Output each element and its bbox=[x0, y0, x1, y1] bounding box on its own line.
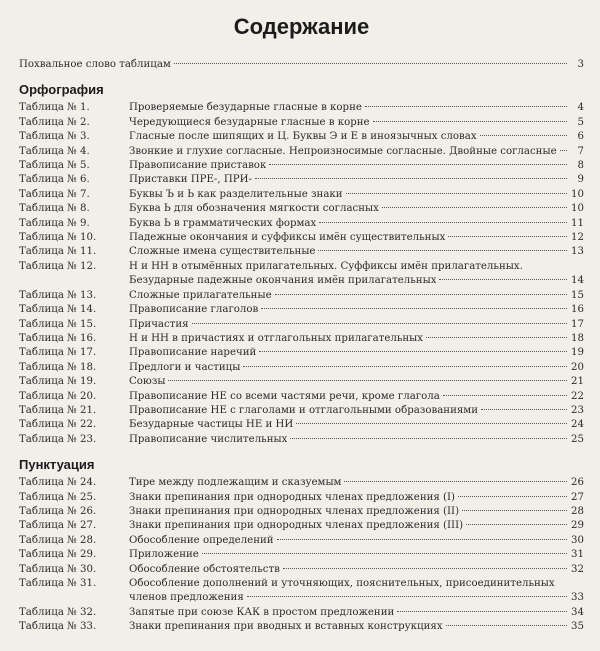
section-heading: Пунктуация bbox=[19, 457, 95, 473]
entry-number: Таблица № 10. bbox=[19, 232, 97, 244]
dot-leader bbox=[373, 121, 567, 122]
dot-leader bbox=[247, 596, 567, 597]
entry-page: 32 bbox=[571, 563, 584, 575]
entry-text: Буквы Ъ и Ь как разделительные знаки bbox=[129, 188, 343, 200]
entry-page: 14 bbox=[571, 275, 584, 287]
entry-number: Таблица № 31. bbox=[19, 578, 97, 589]
entry-text: Обособление обстоятельств bbox=[129, 563, 280, 575]
entry-text: Причастия bbox=[129, 318, 189, 330]
toc-entry[interactable] bbox=[19, 173, 584, 187]
entry-text: Правописание НЕ со всеми частями речи, кроме глагола bbox=[129, 390, 440, 402]
toc-entry[interactable] bbox=[19, 303, 584, 317]
toc-entry[interactable] bbox=[19, 534, 584, 548]
dot-leader bbox=[344, 481, 567, 482]
entry-page: 22 bbox=[571, 390, 584, 402]
entry-number: Таблица № 28. bbox=[19, 534, 97, 546]
entry-text: Правописание глаголов bbox=[129, 304, 259, 316]
toc-entry[interactable] bbox=[19, 116, 584, 130]
entry-page: 19 bbox=[571, 347, 584, 359]
entry-text: Падежные окончания и суффиксы имён существительных bbox=[129, 232, 446, 244]
entry-page: 10 bbox=[571, 188, 584, 200]
entry-text: Приставки ПРЕ-, ПРИ- bbox=[129, 174, 252, 186]
entry-text: Обособление дополнений и уточняющих, пояснительных, присоединительных bbox=[129, 578, 555, 589]
dot-leader bbox=[443, 395, 567, 396]
entry-text: Предлоги и частицы bbox=[129, 361, 241, 373]
entry-page: 30 bbox=[571, 534, 584, 546]
entry-page: 33 bbox=[571, 592, 584, 604]
toc-entry[interactable] bbox=[19, 145, 584, 159]
toc-entry[interactable] bbox=[19, 418, 584, 432]
dot-leader bbox=[439, 279, 567, 280]
toc-entry[interactable] bbox=[19, 101, 584, 115]
entry-text: Безударные частицы НЕ и НИ bbox=[129, 419, 294, 431]
entry-page: 35 bbox=[571, 621, 584, 633]
dot-leader bbox=[466, 524, 567, 525]
toc-entry[interactable] bbox=[19, 620, 584, 634]
entry-number: Таблица № 9. bbox=[19, 217, 90, 229]
toc-entry[interactable] bbox=[19, 260, 584, 274]
entry-number: Таблица № 20. bbox=[19, 390, 97, 402]
entry-text: Обособление определений bbox=[129, 534, 274, 546]
entry-text: Знаки препинания при однородных членах предложения (III) bbox=[129, 520, 464, 532]
entry-text: Правописание числительных bbox=[129, 433, 288, 445]
toc-entry[interactable] bbox=[19, 202, 584, 216]
dot-leader bbox=[481, 409, 567, 410]
entry-number: Таблица № 25. bbox=[19, 491, 97, 503]
toc-entry[interactable] bbox=[19, 245, 584, 259]
entry-page: 29 bbox=[571, 520, 584, 532]
entry-page: 4 bbox=[577, 102, 584, 114]
entry-page: 25 bbox=[571, 433, 584, 445]
entry-page: 12 bbox=[571, 232, 584, 244]
entry-text: Тире между подлежащим и сказуемым bbox=[129, 477, 342, 489]
entry-number: Таблица № 32. bbox=[19, 606, 97, 618]
entry-text: Знаки препинания при вводных и вставных конструкциях bbox=[129, 621, 443, 633]
entry-text: Буква Ь для обозначения мягкости согласных bbox=[129, 203, 379, 215]
entry-number: Таблица № 27. bbox=[19, 520, 97, 532]
entry-text: Правописание наречий bbox=[129, 347, 257, 359]
entry-number: Таблица № 15. bbox=[19, 318, 97, 330]
toc-entry[interactable] bbox=[19, 577, 584, 591]
entry-page: 10 bbox=[571, 203, 584, 215]
dot-leader bbox=[458, 496, 567, 497]
dot-leader bbox=[462, 510, 567, 511]
entry-page: 28 bbox=[571, 505, 584, 517]
entry-number: Таблица № 33. bbox=[19, 621, 97, 633]
toc-entry[interactable] bbox=[19, 606, 584, 620]
entry-number: Таблица № 6. bbox=[19, 174, 90, 186]
dot-leader bbox=[261, 308, 567, 309]
entry-text: Союзы bbox=[129, 376, 166, 388]
entry-number: Таблица № 23. bbox=[19, 433, 97, 445]
entry-text: Запятые при союзе КАК в простом предложении bbox=[129, 606, 395, 618]
entry-page: 6 bbox=[577, 131, 584, 143]
dot-leader bbox=[426, 337, 567, 338]
entry-number: Таблица № 13. bbox=[19, 289, 97, 301]
dot-leader bbox=[174, 63, 567, 64]
entry-number: Таблица № 2. bbox=[19, 116, 90, 128]
dot-leader bbox=[290, 438, 567, 439]
toc-entry[interactable] bbox=[19, 130, 584, 144]
dot-leader bbox=[448, 236, 567, 237]
entry-page: 11 bbox=[571, 217, 584, 229]
entry-text: Чередующиеся безударные гласные в корне bbox=[129, 116, 370, 128]
toc-entry[interactable] bbox=[19, 188, 584, 202]
entry-page: 8 bbox=[577, 160, 584, 172]
toc-sections bbox=[19, 82, 584, 634]
dot-leader bbox=[365, 106, 567, 107]
entry-text: Сложные прилагательные bbox=[129, 289, 272, 301]
entry-page: 3 bbox=[577, 59, 584, 70]
toc-entry-continuation[interactable] bbox=[19, 274, 584, 288]
entry-number: Таблица № 19. bbox=[19, 376, 97, 388]
dot-leader bbox=[480, 135, 567, 136]
entry-number: Таблица № 11. bbox=[19, 246, 97, 258]
entry-text: Проверяемые безударные гласные в корне bbox=[129, 102, 362, 114]
dot-leader bbox=[277, 539, 567, 540]
entry-number: Таблица № 17. bbox=[19, 347, 97, 359]
toc-entry[interactable] bbox=[19, 548, 584, 562]
toc-entry[interactable] bbox=[19, 476, 584, 490]
dot-leader bbox=[283, 568, 567, 569]
entry-page: 31 bbox=[571, 549, 584, 561]
dot-leader bbox=[318, 250, 567, 251]
entry-page: 15 bbox=[571, 289, 584, 301]
entry-text: Знаки препинания при однородных членах предложения (II) bbox=[129, 505, 460, 517]
dot-leader bbox=[243, 366, 567, 367]
entry-number: Таблица № 26. bbox=[19, 505, 97, 517]
entry-number: Таблица № 21. bbox=[19, 404, 97, 416]
dot-leader bbox=[382, 207, 567, 208]
dot-leader bbox=[346, 193, 567, 194]
entry-number: Таблица № 1. bbox=[19, 102, 90, 114]
entry-number: Таблица № 4. bbox=[19, 145, 90, 157]
dot-leader bbox=[560, 150, 567, 151]
toc-entry[interactable] bbox=[19, 390, 584, 404]
toc-entry[interactable] bbox=[19, 505, 584, 519]
toc-entry[interactable] bbox=[19, 519, 584, 533]
entry-page: 21 bbox=[571, 376, 584, 388]
dot-leader bbox=[259, 351, 567, 352]
entry-text: Н и НН в причастиях и отглагольных прилагательных bbox=[129, 332, 424, 344]
entry-text: Гласные после шипящих и Ц. Буквы Э и Е в иноязычных словах bbox=[129, 131, 477, 143]
entry-number: Таблица № 22. bbox=[19, 419, 97, 431]
toc-entry[interactable] bbox=[19, 563, 584, 577]
entry-text: Знаки препинания при однородных членах предложения (I) bbox=[129, 491, 456, 503]
dot-leader bbox=[269, 164, 567, 165]
entry-text: Звонкие и глухие согласные. Непроизносимые согласные. Двойные согласные bbox=[129, 145, 557, 157]
entry-text: Правописание НЕ с глаголами и отглагольными образованиями bbox=[129, 404, 479, 416]
entry-text: Приложение bbox=[129, 549, 199, 561]
dot-leader bbox=[296, 423, 567, 424]
toc-entry[interactable] bbox=[19, 491, 584, 505]
entry-number: Таблица № 7. bbox=[19, 188, 90, 200]
page-title: Содержание bbox=[233, 14, 370, 39]
entry-number: Таблица № 5. bbox=[19, 160, 90, 172]
entry-number: Таблица № 8. bbox=[19, 203, 90, 215]
entry-text: Буква Ь в грамматических формах bbox=[129, 217, 317, 229]
dot-leader bbox=[202, 553, 567, 554]
entry-page: 18 bbox=[571, 332, 584, 344]
section-heading: Орфография bbox=[19, 82, 104, 98]
toc-entry[interactable] bbox=[19, 346, 584, 360]
entry-text: Правописание приставок bbox=[129, 160, 267, 172]
toc-entry[interactable] bbox=[19, 332, 584, 346]
entry-page: 27 bbox=[571, 491, 584, 503]
dot-leader bbox=[275, 294, 567, 295]
entry-text: членов предложения bbox=[129, 592, 244, 604]
toc-entry-continuation[interactable] bbox=[19, 591, 584, 605]
dot-leader bbox=[319, 222, 567, 223]
dot-leader bbox=[397, 611, 567, 612]
dot-leader bbox=[255, 178, 567, 179]
entry-number: Таблица № 3. bbox=[19, 131, 90, 143]
toc-entry[interactable] bbox=[19, 217, 584, 231]
entry-text: Похвальное слово таблицам bbox=[19, 59, 171, 70]
entry-page: 24 bbox=[571, 419, 584, 431]
entry-page: 5 bbox=[577, 116, 584, 128]
entry-text: Сложные имена существительные bbox=[129, 246, 316, 258]
entry-page: 23 bbox=[571, 404, 584, 416]
toc-entry[interactable] bbox=[19, 361, 584, 375]
entry-text: Н и НН в отымённых прилагательных. Суффиксы имён прилагательных. bbox=[129, 260, 523, 272]
toc-entry[interactable] bbox=[19, 433, 584, 447]
entry-number: Таблица № 30. bbox=[19, 563, 97, 575]
entry-page: 34 bbox=[571, 606, 584, 618]
entry-page: 17 bbox=[571, 318, 584, 330]
toc-entry[interactable] bbox=[19, 289, 584, 303]
entry-page: 20 bbox=[571, 361, 584, 373]
dot-leader bbox=[168, 380, 567, 381]
dot-leader bbox=[446, 625, 567, 626]
entry-page: 7 bbox=[577, 145, 584, 157]
toc-entry[interactable] bbox=[19, 404, 584, 418]
toc-entry[interactable] bbox=[19, 231, 584, 245]
entry-number: Таблица № 18. bbox=[19, 361, 97, 373]
toc-entry[interactable] bbox=[19, 159, 584, 173]
entry-page: 26 bbox=[571, 477, 584, 489]
dot-leader bbox=[192, 323, 567, 324]
toc-entry[interactable] bbox=[19, 375, 584, 389]
entry-number: Таблица № 14. bbox=[19, 304, 97, 316]
entry-page: 16 bbox=[571, 304, 584, 316]
entry-page: 13 bbox=[571, 246, 584, 258]
entry-page: 9 bbox=[577, 174, 584, 186]
entry-text: Безударные падежные окончания имён прилагательных bbox=[129, 275, 437, 287]
entry-number: Таблица № 16. bbox=[19, 332, 97, 344]
entry-number: Таблица № 12. bbox=[19, 260, 97, 272]
toc-entry[interactable] bbox=[19, 318, 584, 332]
entry-number: Таблица № 24. bbox=[19, 477, 97, 489]
toc-intro-entry[interactable] bbox=[19, 58, 584, 72]
entry-number: Таблица № 29. bbox=[19, 549, 97, 561]
